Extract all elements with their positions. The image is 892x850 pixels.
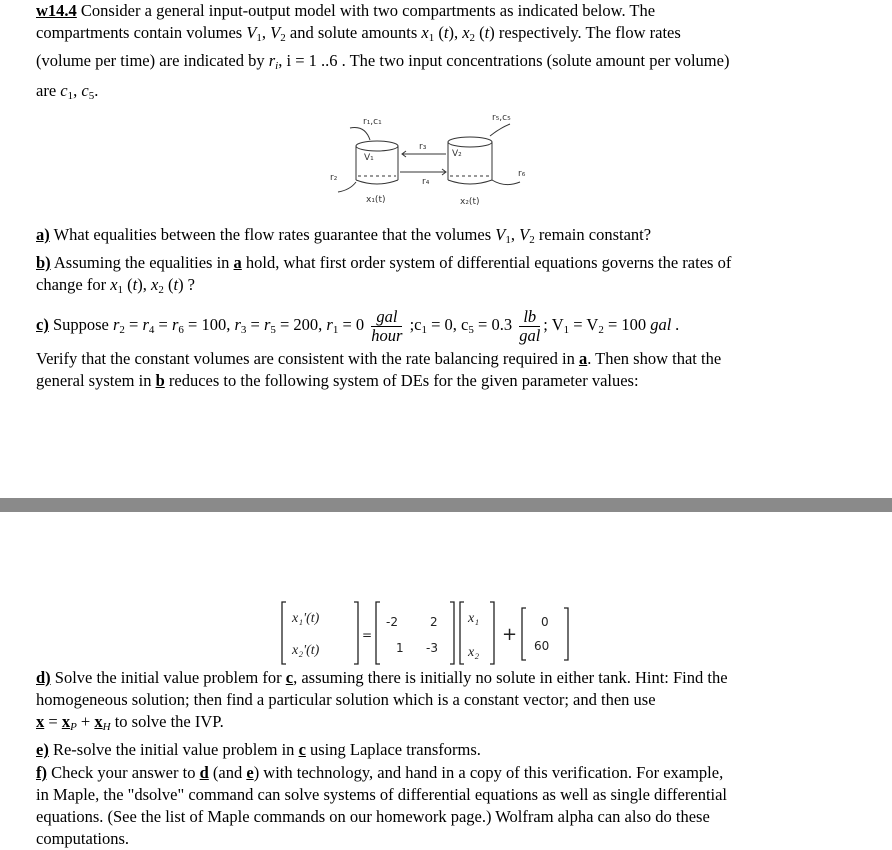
intro-line-2: compartments contain volumes $V_1$, $V_2$ and solute amounts $x_1$ (t), $x_2$ (t) respectively. The flow rates bbox=[36, 23, 681, 44]
b-vec-2: 60 bbox=[534, 639, 550, 653]
compartment-diagram bbox=[330, 110, 540, 210]
part-d-text-2: homogeneous solution; then find a particular solution which is a constant vector; and then use bbox=[36, 690, 656, 709]
intro-text-2c: respectively. The flow rates bbox=[494, 23, 681, 42]
intro-text-2b: and solute amounts bbox=[285, 23, 422, 42]
part-a-text-a: What equalities between the flow rates guarantee that the volumes bbox=[49, 225, 496, 244]
x-vec-1: x₁ bbox=[468, 611, 480, 626]
inflow-1-arrow bbox=[350, 128, 370, 141]
part-f-text-1b: (and bbox=[208, 763, 247, 782]
conc-unit-fraction bbox=[519, 308, 540, 345]
a21: 1 bbox=[396, 641, 404, 655]
part-e-ref-c: c bbox=[298, 740, 306, 759]
part-d-line-1 bbox=[36, 667, 728, 689]
part-f-ref-e: e bbox=[246, 763, 254, 782]
equals-sign: = bbox=[362, 628, 373, 642]
part-b-text-1: Assuming the equalities in bbox=[50, 253, 234, 272]
part-b-line-1 bbox=[36, 252, 731, 274]
part-c-line-1: c) Suppose $r_2 = r_4 = r_6 = 100$, $r_3 = r_5 = 200$, $r_1 = 0$ $\frac{\text{gal}}{\text{hour}}$ $;c_1 = 0$, $c_5 = 0.3$ $\frac{lb}{\text{gal}}$ ; $V_1 = V_2 = 100$ gal . bbox=[36, 306, 680, 345]
part-d-line-3: $x = x_P + x_H$ to solve the IVP. bbox=[36, 712, 224, 733]
intro-line-3: (volume per time) are indicated by $r_i$, i = 1 ..6 . The two input concentrations (solute amount per volume) bbox=[36, 51, 730, 72]
inflow-5-arrow bbox=[490, 124, 510, 136]
part-c-verify-2b: reduces to the following system of DEs for the given parameter values: bbox=[164, 371, 639, 390]
intro-text-2a: compartments contain volumes bbox=[36, 23, 247, 42]
part-f-label: f) bbox=[36, 763, 47, 782]
inflow-5-label: r₅,c₅ bbox=[492, 113, 511, 123]
lhs-x2-prime: x₂'(t) bbox=[292, 643, 320, 658]
part-c-vol2: = V bbox=[573, 315, 599, 334]
part-c-suppose: Suppose bbox=[48, 315, 113, 334]
part-c-line-2 bbox=[36, 348, 721, 370]
outflow-6-arrow bbox=[492, 180, 520, 185]
page-break-divider bbox=[0, 498, 892, 512]
part-d-text-1a: Solve the initial value problem for bbox=[50, 668, 286, 687]
part-c-rates: = 100, bbox=[188, 315, 235, 334]
part-d-line-2 bbox=[36, 689, 656, 711]
tank-1-label: V₁ bbox=[364, 153, 374, 163]
part-c-line-3 bbox=[36, 370, 639, 392]
part-c-conc-vals2: = 0.3 bbox=[478, 315, 517, 334]
tank-2 bbox=[448, 137, 492, 184]
part-a: a) What equalities between the flow rates guarantee that the volumes $V_1$, $V_2$ remain constant? bbox=[36, 225, 652, 246]
part-c-conc-vals: = 0, c bbox=[431, 315, 469, 334]
tank-1 bbox=[356, 141, 398, 184]
a11: -2 bbox=[386, 615, 398, 629]
part-b-label: b) bbox=[36, 253, 51, 272]
part-e bbox=[36, 739, 481, 761]
intro-text-3b: , i = 1 ..6 . The two input concentrations (solute amount per volume) bbox=[278, 51, 730, 70]
part-f-text-2: in Maple, the "dsolve" command can solve systems of differential equations as well as single differential bbox=[36, 785, 728, 804]
part-e-text-b: using Laplace transforms. bbox=[305, 740, 481, 759]
matrix-equation bbox=[278, 598, 588, 668]
intro-text-3a: (volume per time) are indicated by bbox=[36, 51, 269, 70]
part-c-vol-unit: gal . bbox=[650, 315, 680, 334]
part-c-rates2: = 200, bbox=[279, 315, 327, 334]
part-c-verify-1a: Verify that the constant volumes are consistent with the rate balancing required in bbox=[36, 349, 579, 368]
inflow-1-label: r₁,c₁ bbox=[363, 117, 382, 127]
part-d-text-3: to solve the IVP. bbox=[110, 712, 224, 731]
flow-unit-fraction bbox=[371, 308, 402, 345]
conc-unit-num: lb bbox=[519, 308, 540, 327]
part-f-line-2 bbox=[36, 784, 727, 806]
x-vec-2: x₂ bbox=[468, 645, 480, 660]
b-vec-1: 0 bbox=[541, 615, 549, 629]
part-f-line-3 bbox=[36, 806, 710, 828]
flow-unit-num: gal bbox=[371, 308, 402, 327]
part-e-label: e) bbox=[36, 740, 49, 759]
part-f-text-1c: ) with technology, and hand in a copy of this verification. For example, bbox=[253, 763, 724, 782]
part-c-verify-1b: . Then show that the bbox=[587, 349, 722, 368]
tank-2-label: V₂ bbox=[452, 149, 462, 159]
flow-unit-den: hour bbox=[371, 325, 403, 345]
part-f-text-4: computations. bbox=[36, 829, 130, 848]
outflow-6-label: r₆ bbox=[518, 169, 526, 179]
part-d-text-1b: , assuming there is initially no solute in either tank. Hint: Find the bbox=[293, 668, 728, 687]
part-f-text-1a: Check your answer to bbox=[47, 763, 200, 782]
part-c-rates3: = 0 bbox=[342, 315, 369, 334]
part-f-line-1 bbox=[36, 762, 723, 784]
x1-label: x₁(t) bbox=[366, 195, 386, 205]
part-d-ref-c: c bbox=[285, 668, 294, 687]
problem-id: w14.4 bbox=[36, 1, 77, 20]
a22: -3 bbox=[426, 641, 438, 655]
lhs-x1-prime: x₁'(t) bbox=[292, 611, 320, 626]
part-c-conc: ;c bbox=[405, 315, 422, 334]
intro-line-1 bbox=[36, 0, 655, 22]
a12: 2 bbox=[430, 615, 438, 629]
part-d-label: d) bbox=[36, 668, 51, 687]
outflow-2-arrow bbox=[338, 182, 356, 192]
outflow-2-label: r₂ bbox=[330, 173, 338, 183]
r3-label: r₃ bbox=[419, 142, 427, 152]
intro-line-4: are $c_1$, $c_5$. bbox=[36, 81, 99, 102]
part-b-line-2: change for $x_1$ (t), $x_2$ (t) ? bbox=[36, 275, 196, 296]
intro-text-4a: are bbox=[36, 81, 61, 100]
r4-label: r₄ bbox=[422, 177, 430, 187]
part-c-ref-b: b bbox=[155, 371, 165, 390]
part-a-label: a) bbox=[36, 225, 50, 244]
part-f-ref-d: d bbox=[199, 763, 209, 782]
part-b-ref-a: a bbox=[233, 253, 242, 272]
x2-label: x₂(t) bbox=[460, 197, 480, 207]
part-a-text-b: remain constant? bbox=[534, 225, 652, 244]
part-f-line-4 bbox=[36, 828, 129, 850]
part-c-ref-a: a bbox=[578, 349, 588, 368]
part-c-label: c) bbox=[36, 315, 49, 334]
intro-text-1: Consider a general input-output model with two compartments as indicated below. The bbox=[80, 1, 656, 20]
part-b-text-1b: hold, what first order system of differential equations governs the rates of bbox=[241, 253, 732, 272]
part-c-vol3: = 100 bbox=[607, 315, 651, 334]
part-c-verify-2a: general system in bbox=[36, 371, 156, 390]
conc-unit-den: gal bbox=[519, 325, 541, 345]
part-f-text-3: equations. (See the list of Maple commands on our homework page.) Wolfram alpha can also do these bbox=[36, 807, 710, 826]
part-b-text-2: change for bbox=[36, 275, 111, 294]
part-c-vol: ; V bbox=[543, 315, 564, 334]
part-e-text-a: Re-solve the initial value problem in bbox=[48, 740, 299, 759]
plus-sign: + bbox=[502, 624, 518, 645]
